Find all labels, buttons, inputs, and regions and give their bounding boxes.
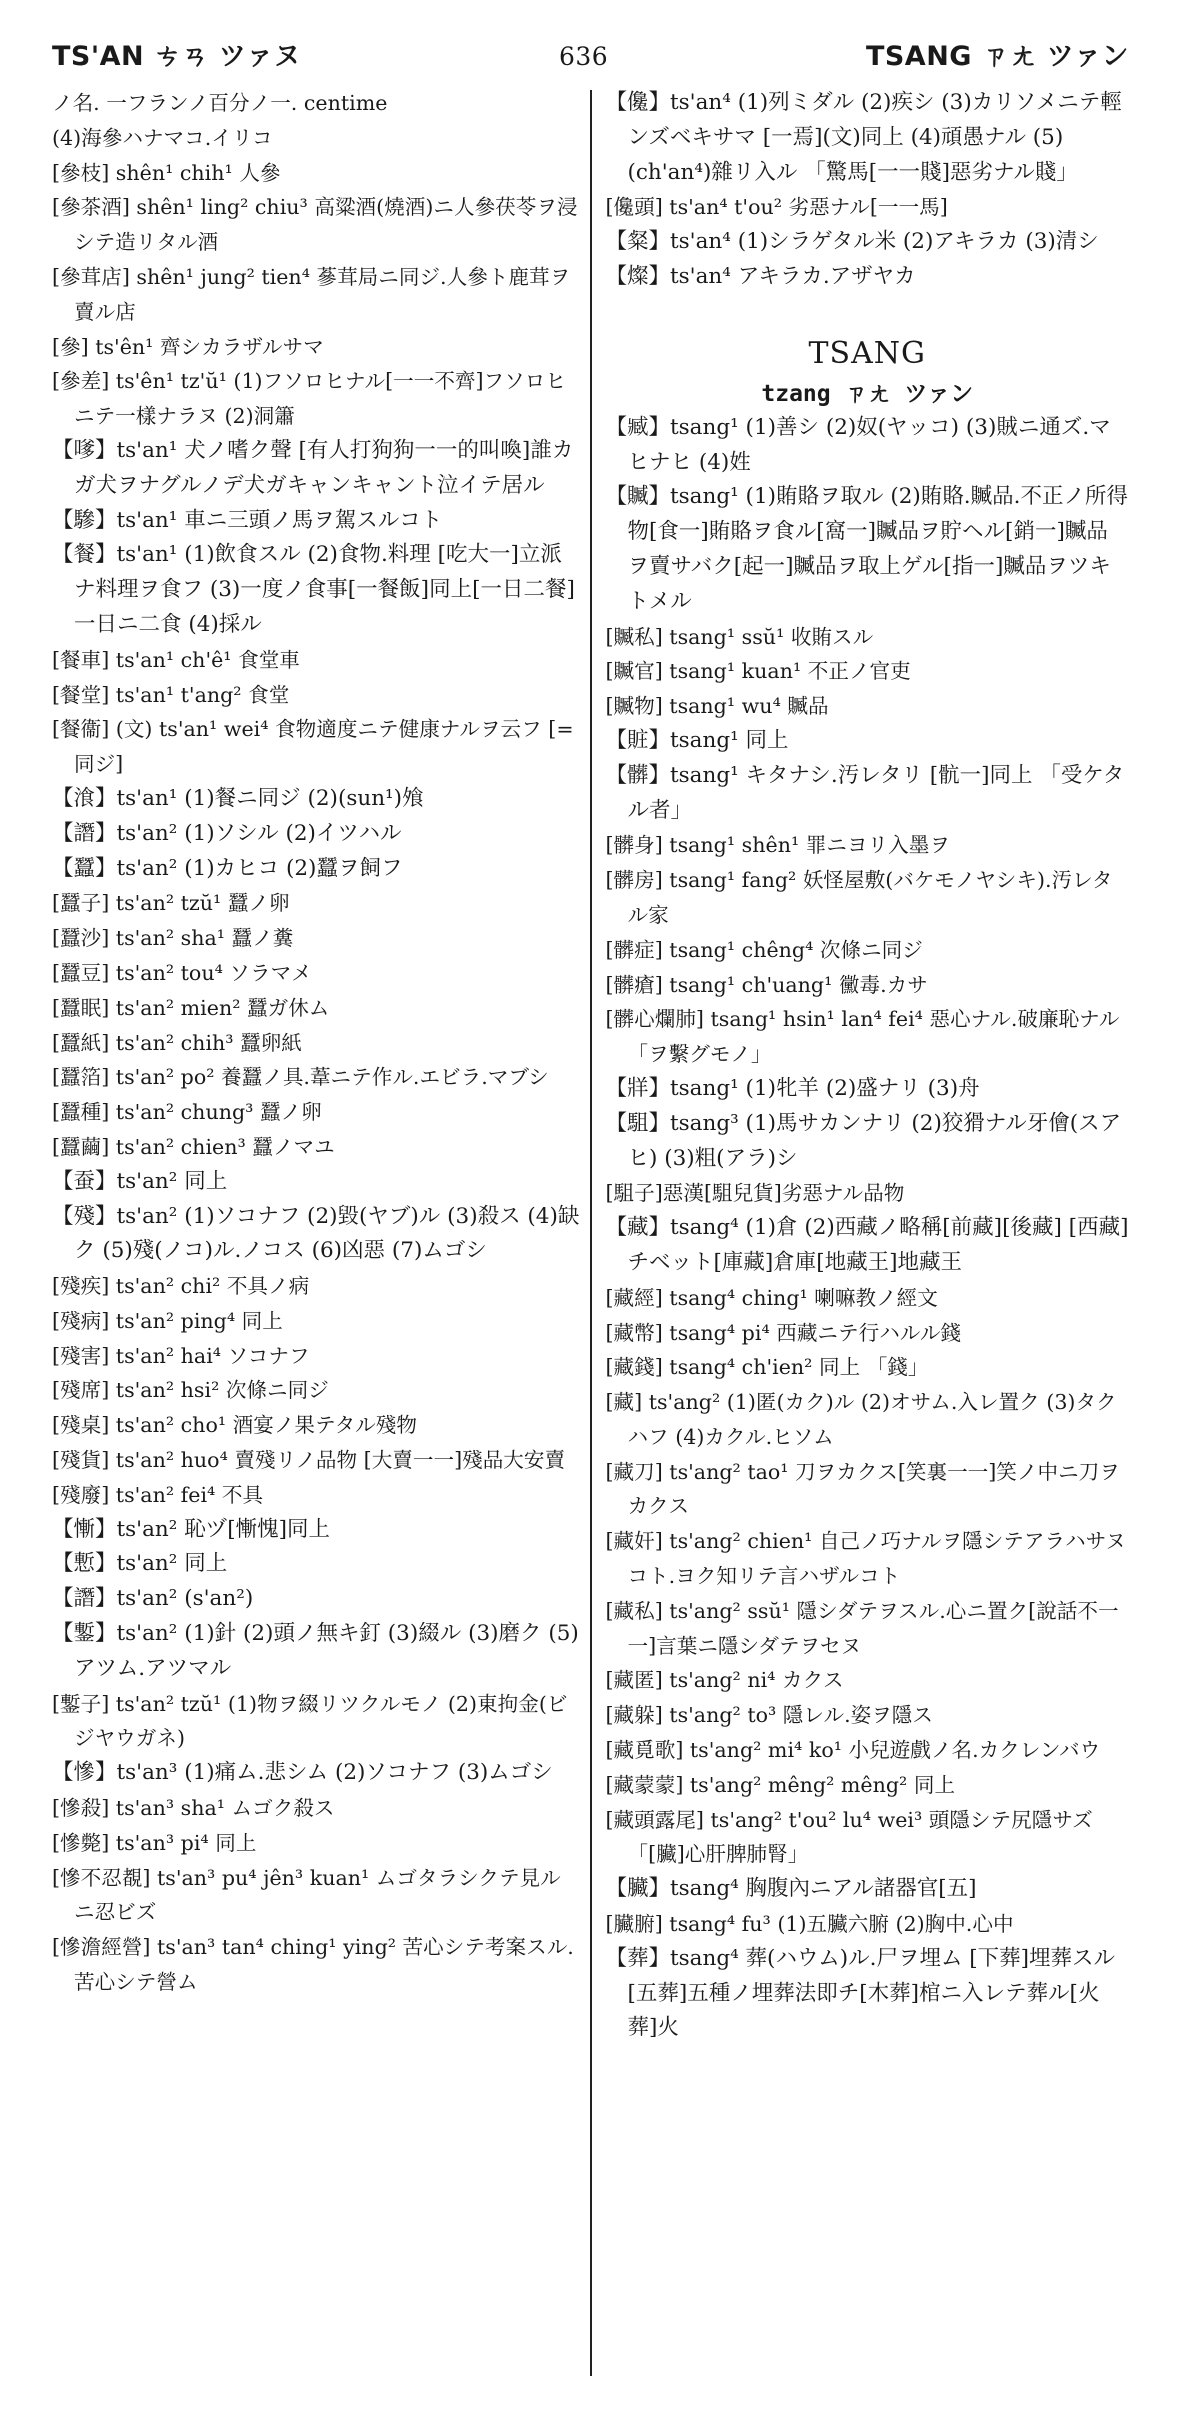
dictionary-entry: [藏頭露尾] ts'ang² t'ou² lu⁴ wei³ 頭隱シテ尻隱サズ 「[臟]心肝脾肺腎」	[605, 1807, 1093, 1867]
dictionary-entry: [藏私] ts'ang² ssŭ¹ 隱シダテヲスル.心ニ置ク[說話不一一]言葉ニ隱シダテヲセヌ	[605, 1598, 1119, 1658]
dictionary-entry: 【譖】ts'an² (s'an²)	[52, 1586, 254, 1612]
dictionary-entry: [髒症] tsang¹ chêng⁴ 次條ニ同ジ	[605, 937, 923, 962]
dictionary-entry: [參茸店] shên¹ jung² tien⁴ 蔘茸局ニ同ジ.人參ト鹿茸ヲ賣ル店	[52, 264, 571, 324]
dictionary-entry: 【鏨】ts'an² (1)針 (2)頭ノ無キ釘 (3)綴ル (3)磨ク (5)アツム.アツマル	[52, 1621, 579, 1681]
dictionary-entry: [殘疾] ts'an² chi² 不具ノ病	[52, 1274, 310, 1299]
header-left-guide-word: TS'AN ㄘㄢ ツァヌ	[52, 41, 302, 72]
dictionary-entry: [髒瘡] tsang¹ ch'uang¹ 黴毒.カサ	[605, 972, 928, 997]
dictionary-entry: 【儳】ts'an⁴ (1)列ミダル (2)疾シ (3)カリソメニテ輕ンズベキサマ [一焉](文)同上 (4)頑愚ナル (5)(ch'an⁴)雜リ入ル 「驚馬[一一賤]惡劣ナル賤」	[605, 90, 1122, 185]
dictionary-entry: [慘不忍覩] ts'an³ pu⁴ jên³ kuan¹ ムゴタラシクテ見ルニ忍ビズ	[52, 1865, 561, 1925]
dictionary-entry: [臟腑] tsang⁴ fu³ (1)五臟六腑 (2)胸中.心中	[605, 1912, 1014, 1937]
dictionary-entry: 【湌】ts'an¹ (1)餐ニ同ジ (2)(sun¹)飧	[52, 785, 424, 811]
dictionary-entry: 【蠶】ts'an² (1)カヒコ (2)蠶ヲ飼フ	[52, 855, 403, 881]
dictionary-entry: 【慙】ts'an² 同上	[52, 1551, 228, 1577]
dictionary-entry: [餐堂] ts'an¹ t'ang² 食堂	[52, 682, 290, 707]
dictionary-entry: 【慘】ts'an³ (1)痛ム.悲シム (2)ソコナフ (3)ムゴシ	[52, 1760, 553, 1786]
dictionary-entry: [藏奸] ts'ang² chien¹ 自己ノ巧ナルヲ隱シテアラハサヌコト.ヨク知リテ言ハザルコト	[605, 1529, 1126, 1589]
dictionary-entry: 【粲】ts'an⁴ (1)シラゲタル米 (2)アキラカ (3)清シ	[605, 229, 1099, 255]
dictionary-entry: [藏經] tsang⁴ ching¹ 喇嘛教ノ經文	[605, 1285, 938, 1310]
dictionary-entry: [駔子]惡漢[駔兒貨]劣惡ナル品物	[605, 1181, 905, 1206]
dictionary-entry: 【驂】ts'an¹ 車ニ三頭ノ馬ヲ駕スルコト	[52, 507, 443, 533]
header-right-guide-word: TSANG ㄗㄤ ツァン	[865, 41, 1129, 72]
dictionary-entry: 【髒】tsang¹ キタナシ.汚レタリ [骯一]同上 「受ケタル者」	[605, 762, 1125, 823]
dictionary-entry: 【慚】ts'an² 恥ヅ[慚愧]同上	[52, 1516, 330, 1542]
dictionary-entry: [髒心爛肺] tsang¹ hsin¹ lan⁴ fei⁴ 惡心ナル.破廉恥ナル 「ヲ繫グモノ」	[605, 1007, 1120, 1067]
dictionary-entry: [蠶眠] ts'an² mien² 蠶ガ休ム	[52, 995, 330, 1020]
dictionary-entry: [鏨子] ts'an² tzŭ¹ (1)物ヲ綴リツクルモノ (2)東拘金(ビジヤウガネ)	[52, 1691, 568, 1751]
dictionary-entry: [參茶酒] shên¹ ling² chiu³ 高粱酒(燒酒)ニ人參茯苓ヲ浸シテ造リタル酒	[52, 195, 578, 255]
dictionary-entry: 【贓】tsang¹ (1)賄賂ヲ取ル (2)賄賂.贓品.不正ノ所得物[食一]賄賂ヲ食ル[窩一]贓品ヲ貯ヘル[銷一]贓品ヲ賣サバク[起一]贓品ヲ取上ゲル[指一]贓品ヲツキトメル	[605, 484, 1128, 614]
dictionary-entry: 【燦】ts'an⁴ アキラカ.アザヤカ	[605, 263, 916, 289]
dictionary-entry: 【藏】tsang⁴ (1)倉 (2)西藏ノ略稱[前藏][後藏] [西藏]チベット[庫藏]倉庫[地藏王]地藏王	[605, 1215, 1129, 1275]
dictionary-entry: 【殘】ts'an² (1)ソコナフ (2)毀(ヤブ)ル (3)殺ス (4)缺ク (5)殘(ノコ)ル.ノコス (6)凶惡 (7)ムゴシ	[52, 1203, 580, 1264]
dictionary-entry: [藏蒙蒙] ts'ang² mêng² mêng² 同上	[605, 1772, 956, 1797]
dictionary-entry: 【賍】tsang¹ 同上	[605, 727, 789, 753]
dictionary-entry: [髒房] tsang¹ fang² 妖怪屋敷(バケモノヤシキ).汚レタル家	[605, 868, 1113, 927]
dictionary-entry: [儳頭] ts'an⁴ t'ou² 劣惡ナル[一一馬]	[605, 195, 948, 220]
dictionary-entry: [贓私] tsang¹ ssŭ¹ 收賄スル	[605, 624, 874, 649]
dictionary-entry: 【牂】tsang¹ (1)牝羊 (2)盛ナリ (3)舟	[605, 1075, 980, 1101]
two-column-body	[52, 86, 1129, 2376]
dictionary-entry: [藏匿] ts'ang² ni⁴ カクス	[605, 1668, 844, 1693]
right-column-top-entries	[606, 86, 1130, 295]
dictionary-entry: [蠶沙] ts'an² sha¹ 蠶ノ糞	[52, 926, 294, 951]
dictionary-entry: [慘澹經營] ts'an³ tan⁴ ching¹ ying² 苦心シテ考案スル.苦心シテ營ム	[52, 1935, 574, 1995]
dictionary-entry: [蠶子] ts'an² tzŭ¹ 蠶ノ卵	[52, 891, 290, 916]
dictionary-entry: ノ名. 一フランノ百分ノ一. centime	[52, 91, 388, 115]
dictionary-entry: [殘席] ts'an² hsi² 次條ニ同ジ	[52, 1378, 329, 1403]
dictionary-entry: [參差] ts'ên¹ tz'ŭ¹ (1)フソロヒナル[一一不齊]フソロヒニテ一樣ナラヌ (2)洞簫	[52, 369, 566, 429]
dictionary-entry: [殘貨] ts'an² huo⁴ 賣殘リノ品物 [大賣一一]殘品大安賣	[52, 1448, 566, 1473]
dictionary-entry: [蠶種] ts'an² chung³ 蠶ノ卵	[52, 1100, 322, 1125]
dictionary-entry: [殘廢] ts'an² fei⁴ 不具	[52, 1482, 264, 1507]
dictionary-entry: [參枝] shên¹ chih¹ 人參	[52, 160, 281, 185]
dictionary-entry: [殘害] ts'an² hai⁴ ソコナフ	[52, 1343, 310, 1368]
dictionary-entry: [藏躲] ts'ang² to³ 隱レル.姿ヲ隱ス	[605, 1703, 933, 1728]
dictionary-entry: [藏刀] ts'ang² tao¹ 刀ヲカクス[笑裏一一]笑ノ中ニ刀ヲカクス	[605, 1459, 1120, 1519]
dictionary-entry: 【臧】tsang¹ (1)善シ (2)奴(ヤッコ) (3)賊ニ通ズ.マヒナヒ (4)姓	[605, 414, 1111, 475]
dictionary-entry: [蠶繭] ts'an² chien³ 蠶ノマユ	[52, 1134, 335, 1159]
dictionary-entry: [參] ts'ên¹ 齊シカラザルサマ	[52, 334, 324, 359]
dictionary-entry: 【蚕】ts'an² 同上	[52, 1168, 228, 1194]
right-column-bottom-entries	[606, 411, 1130, 2046]
left-column	[52, 86, 590, 2376]
dictionary-entry: [餐車] ts'an¹ ch'ê¹ 食堂車	[52, 647, 300, 672]
page-number: 636	[558, 42, 609, 71]
dictionary-entry: (4)海參ハナマコ.イリコ	[52, 125, 273, 150]
dictionary-entry: [蠶豆] ts'an² tou⁴ ソラマメ	[52, 960, 312, 985]
dictionary-entry: 【餐】ts'an¹ (1)飲食スル (2)食物.料理 [吃大一]立派ナ料理ヲ食フ (3)一度ノ食事[一餐飯]同上[一日二餐]一日ニ二食 (4)採ル	[52, 542, 575, 637]
section-heading: TSANG	[808, 335, 926, 371]
dictionary-entry: [贓官] tsang¹ kuan¹ 不正ノ官吏	[605, 659, 911, 684]
dictionary-entry: [藏覓歌] ts'ang² mi⁴ ko¹ 小兒遊戲ノ名.カクレンバウ	[605, 1738, 1101, 1763]
page-header	[52, 34, 1129, 86]
dictionary-entry: [殘病] ts'an² ping⁴ 同上	[52, 1308, 283, 1333]
dictionary-entry: [蠶箔] ts'an² po² 養蠶ノ具.葦ニテ作ル.エビラ.マブシ	[52, 1065, 549, 1090]
dictionary-entry: [慘殺] ts'an³ sha¹ ムゴク殺ス	[52, 1796, 335, 1821]
dictionary-entry: [餐衞] (文) ts'an¹ wei⁴ 食物適度ニテ健康ナルヲ云フ [=同ジ]	[52, 717, 574, 777]
dictionary-entry: 【臟】tsang⁴ 胸腹內ニアル諸器官[五]	[605, 1876, 977, 1902]
dictionary-entry: [蠶紙] ts'an² chih³ 蠶卵紙	[52, 1030, 302, 1055]
dictionary-entry: [藏幣] tsang⁴ pi⁴ 西藏ニテ行ハルル錢	[605, 1320, 962, 1345]
right-column	[592, 86, 1130, 2376]
dictionary-entry: [贓物] tsang¹ wu⁴ 贓品	[605, 694, 829, 719]
section-subheading: tzang ㄗㄤ ツァン	[761, 380, 974, 407]
dictionary-entry: [慘斃] ts'an³ pi⁴ 同上	[52, 1830, 257, 1855]
dictionary-entry: 【譖】ts'an² (1)ソシル (2)イツハル	[52, 820, 402, 846]
dictionary-entry: [藏] ts'ang² (1)匿(カク)ル (2)オサム.入レ置ク (3)タクハフ (4)カクル.ヒソム	[605, 1390, 1117, 1449]
dictionary-entry: 【駔】tsang³ (1)馬サカンナリ (2)狡猾ナル牙儈(スアヒ) (3)粗(アラ)シ	[605, 1110, 1122, 1171]
dictionary-entry: [髒身] tsang¹ shên¹ 罪ニヨリ入墨ヲ	[605, 833, 950, 858]
dictionary-entry: 【嗲】ts'an¹ 犬ノ嗜ク聲 [有人打狗狗一一的叫喚]誰カガ犬ヲナグルノデ犬ガキャンキャント泣イテ居ル	[52, 437, 574, 498]
dictionary-entry: [殘桌] ts'an² cho¹ 酒宴ノ果テタル殘物	[52, 1413, 417, 1438]
dictionary-entry: 【葬】tsang⁴ 葬(ハウム)ル.尸ヲ埋ム [下葬]埋葬スル[五葬]五種ノ埋葬法即チ[木葬]棺ニ入レテ葬ル[火葬]火	[605, 1945, 1116, 2041]
dictionary-entry: [藏錢] tsang⁴ ch'ien² 同上 「錢」	[605, 1355, 929, 1380]
